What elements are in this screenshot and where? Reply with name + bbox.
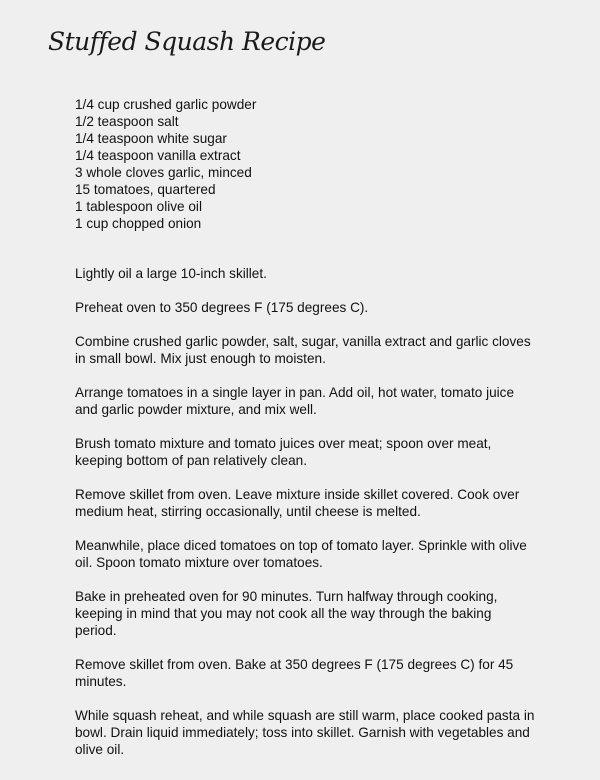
recipe-title: Stuffed Squash Recipe <box>48 27 326 56</box>
instruction-step: Brush tomato mixture and tomato juices over meat; spoon over meat, keeping bottom of pan relatively clean. <box>75 436 492 468</box>
ingredient-item: 1 tablespoon olive oil <box>75 199 202 214</box>
ingredient-item: 1/2 teaspoon salt <box>75 114 179 129</box>
ingredient-item: 1 cup chopped onion <box>75 216 202 231</box>
instruction-step: Remove skillet from oven. Bake at 350 degrees F (175 degrees C) for 45 minutes. <box>75 657 514 689</box>
instruction-steps <box>75 265 535 775</box>
ingredient-item: 3 whole cloves garlic, minced <box>75 165 252 180</box>
instruction-step: Preheat oven to 350 degrees F (175 degrees C). <box>75 300 369 315</box>
instruction-step: While squash reheat, and while squash are still warm, place cooked pasta in bowl. Drain liquid immediately; toss into skillet. Garnish with vegetables and olive oil. <box>75 708 535 757</box>
ingredient-list <box>75 96 256 232</box>
ingredient-item: 1/4 cup crushed garlic powder <box>75 97 257 112</box>
instruction-step: Arrange tomatoes in a single layer in pan. Add oil, hot water, tomato juice and garlic powder mixture, and mix well. <box>75 385 515 417</box>
instruction-step: Remove skillet from oven. Leave mixture inside skillet covered. Cook over medium heat, stirring occasionally, until cheese is melted. <box>75 487 520 519</box>
ingredient-item: 1/4 teaspoon vanilla extract <box>75 148 241 163</box>
instruction-step: Bake in preheated oven for 90 minutes. Turn halfway through cooking, keeping in mind that you may not cook all the way through the baking period. <box>75 589 498 638</box>
instruction-step: Meanwhile, place diced tomatoes on top of tomato layer. Sprinkle with olive oil. Spoon tomato mixture over tomatoes. <box>75 538 527 570</box>
instruction-step: Lightly oil a large 10-inch skillet. <box>75 266 267 281</box>
instruction-step: Combine crushed garlic powder, salt, sugar, vanilla extract and garlic cloves in small bowl. Mix just enough to moisten. <box>75 334 531 366</box>
ingredient-item: 1/4 teaspoon white sugar <box>75 131 227 146</box>
ingredient-item: 15 tomatoes, quartered <box>75 182 216 197</box>
